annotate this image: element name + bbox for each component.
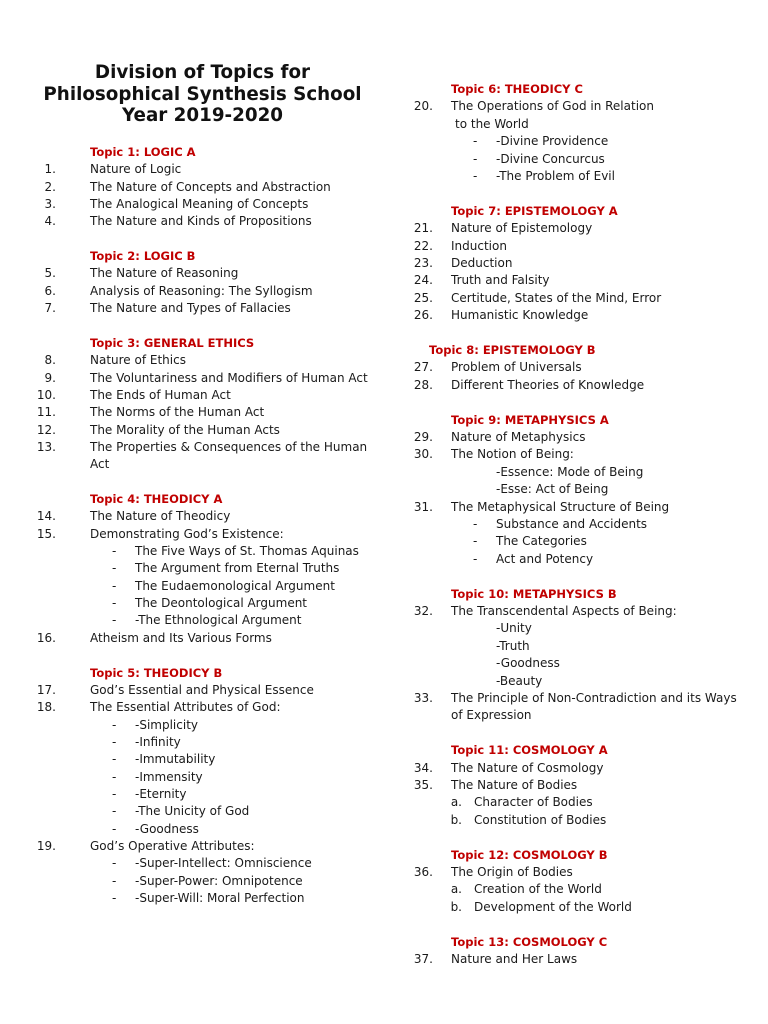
item-number: 6. [44,283,56,298]
dash-bullet: - [473,517,478,531]
dash-bullet: - [112,769,117,784]
topic-heading: Topic 9: METAPHYSICS A [451,412,609,427]
item-text: The Properties & Consequences of the Human [90,439,368,454]
item-number: 1. [44,162,56,177]
sub-item-text: The Argument from Eternal Truths [135,561,340,576]
item-number: 32. [413,604,433,618]
item-number: 17. [36,682,56,697]
topic-heading: Topic 5: THEODICY B [90,665,223,680]
item-letter: b. [450,812,462,827]
sub-item: -Beauty [496,673,543,688]
dash-bullet: - [112,752,117,767]
item-text: The Nature of Cosmology [451,760,604,775]
item-number: 37. [413,952,433,966]
sub-item-text: -Super-Will: Moral Perfection [135,891,305,906]
sub-item-text: The Deontological Argument [135,596,308,611]
topic-heading: Topic 3: GENERAL ETHICS [90,335,255,350]
item-text: The Norms of the Human Act [90,405,265,420]
topic-heading: Topic 2: LOGIC B [90,249,196,264]
sub-item-text: -The Unicity of God [135,804,250,819]
item-number: 25. [413,290,433,305]
dash-bullet: - [112,786,117,801]
item-text: The Metaphysical Structure of Being [451,499,670,514]
dash-bullet: - [112,891,117,906]
item-continuation: of Expression [451,708,532,723]
dash-bullet: - [112,873,117,888]
item-text: Problem of Universals [451,360,582,375]
item-number: 11. [36,405,56,420]
item-text: The Nature of Theodicy [90,509,231,524]
sub-item: -Essence: Mode of Being [496,464,644,479]
item-text: The Analogical Meaning of Concepts [90,197,309,212]
item-text: Deduction [451,256,513,270]
dash-bullet: - [112,856,117,871]
item-number: 24. [413,273,433,288]
topic-heading: Topic 12: COSMOLOGY B [451,847,608,862]
item-number: 26. [413,308,433,323]
item-text: Nature of Epistemology [451,221,593,236]
item-number: 34. [413,760,433,775]
item-number: 15. [36,526,56,541]
item-text: The Nature and Kinds of Propositions [90,214,312,229]
sub-item-text: -Goodness [135,821,199,836]
topic-heading: Topic 7: EPISTEMOLOGY A [451,203,618,218]
item-number: 29. [413,430,433,444]
item-number: 27. [413,360,433,375]
sub-item-text: -Infinity [135,734,181,749]
sub-item-text: -The Problem of Evil [496,169,615,183]
item-number: 9. [44,370,56,385]
item-number: 3. [44,197,56,212]
title-line: Year 2019-2020 [121,105,284,126]
item-text: The Operations of God in Relation [451,99,654,114]
topic-heading: Topic 8: EPISTEMOLOGY B [429,343,596,357]
item-number: 12. [36,422,56,437]
item-text: Nature and Her Laws [451,952,578,966]
item-number: 21. [413,221,433,236]
item-number: 2. [44,179,56,194]
item-text: Analysis of Reasoning: The Syllogism [90,283,313,298]
sub-item-text: -Eternity [135,786,187,801]
item-text: Nature of Logic [90,162,182,177]
item-text: Atheism and Its Various Forms [90,630,272,645]
item-letter: a. [450,795,462,810]
sub-item-text: -Super-Power: Omnipotence [135,873,303,888]
item-text: The Nature and Types of Fallacies [90,301,291,316]
item-text: The Nature of Concepts and Abstraction [90,179,331,194]
item-number: 4. [44,214,56,229]
sub-item-text: -Divine Concurcus [496,151,605,166]
item-text: The Principle of Non-Contradiction and its Ways [451,691,737,705]
dash-bullet: - [112,596,117,611]
item-number: 16. [36,630,56,645]
item-text: The Origin of Bodies [451,865,573,879]
item-text: God’s Operative Attributes: [90,839,255,853]
item-text: The Ends of Human Act [90,387,231,402]
sub-item-text: Act and Potency [496,551,594,566]
item-number: 5. [44,266,56,281]
item-number: 13. [36,439,56,454]
sub-item-text: Substance and Accidents [496,517,648,531]
item-text: The Transcendental Aspects of Being: [451,604,677,618]
dash-bullet: - [112,717,117,732]
item-text: Certitude, States of the Mind, Error [451,290,662,305]
item-text: Nature of Metaphysics [451,430,586,444]
dash-bullet: - [112,544,117,559]
lettered-item-text: Development of the World [474,899,632,914]
dash-bullet: - [112,578,117,593]
title-line: Division of Topics for [94,62,311,83]
lettered-item-text: Creation of the World [474,882,602,897]
topic-heading: Topic 13: COSMOLOGY C [451,934,608,949]
item-text: Nature of Ethics [90,353,186,368]
dash-bullet: - [112,734,117,749]
sub-item: -Truth [496,638,530,653]
sub-item-text: -Simplicity [135,717,198,732]
topic-heading: Topic 10: METAPHYSICS B [451,586,617,601]
item-text: Induction [451,238,507,253]
item-number: 22. [413,238,433,253]
dash-bullet: - [112,804,117,819]
topic-heading: Topic 1: LOGIC A [90,145,196,159]
dash-bullet: - [112,561,117,576]
topic-heading: Topic 11: COSMOLOGY A [451,743,608,758]
item-text: The Essential Attributes of God: [90,700,281,715]
dash-bullet: - [473,551,478,566]
title-line: Philosophical Synthesis School [43,83,362,105]
item-number: 30. [413,447,433,462]
document-title [40,62,365,127]
sub-item-text: -Divine Providence [496,134,609,149]
item-text: The Nature of Bodies [451,778,578,792]
item-text: The Nature of Reasoning [90,266,239,281]
dash-bullet: - [473,534,478,549]
item-text: The Morality of the Human Acts [90,422,280,437]
lettered-item-text: Character of Bodies [474,795,593,810]
sub-item-text: The Categories [496,534,587,549]
item-number: 20. [413,99,433,114]
item-number: 33. [413,691,433,705]
item-letter: a. [450,882,462,897]
item-number: 19. [36,839,56,853]
dash-bullet: - [473,169,478,183]
item-text: Demonstrating God’s Existence: [90,526,284,541]
item-number: 8. [44,353,56,368]
item-text: Humanistic Knowledge [451,308,589,323]
sub-item-text: The Eudaemonological Argument [135,578,335,593]
lettered-item-text: Constitution of Bodies [474,812,607,827]
item-number: 10. [36,387,56,402]
item-continuation: to the World [455,116,529,131]
sub-item-text: -The Ethnological Argument [135,613,302,628]
dash-bullet: - [473,134,478,149]
item-number: 23. [413,256,433,270]
dash-bullet: - [112,821,117,836]
sub-item-text: -Immutability [135,752,216,767]
item-number: 18. [36,700,56,715]
item-continuation: Act [90,457,110,472]
sub-item-text: -Super-Intellect: Omniscience [135,856,312,871]
item-text: Truth and Falsity [451,273,550,288]
sub-item-text: The Five Ways of St. Thomas Aquinas [135,544,359,559]
topic-heading: Topic 6: THEODICY C [451,82,583,96]
item-number: 28. [413,377,433,392]
dash-bullet: - [112,613,117,628]
sub-item: -Goodness [496,656,560,671]
topic-heading: Topic 4: THEODICY A [90,492,223,506]
item-text: The Voluntariness and Modifiers of Human Act [90,370,368,385]
item-text: God’s Essential and Physical Essence [90,682,314,697]
item-text: The Notion of Being: [451,447,574,462]
sub-item: -Unity [496,621,532,636]
item-letter: b. [450,899,462,914]
sub-item: -Esse: Act of Being [496,482,609,497]
item-number: 35. [413,778,433,792]
sub-item-text: -Immensity [135,769,203,784]
item-number: 31. [413,499,433,514]
item-number: 14. [36,509,56,524]
dash-bullet: - [473,151,478,166]
item-number: 7. [44,301,56,316]
item-number: 36. [413,865,433,879]
item-text: Different Theories of Knowledge [451,377,645,392]
